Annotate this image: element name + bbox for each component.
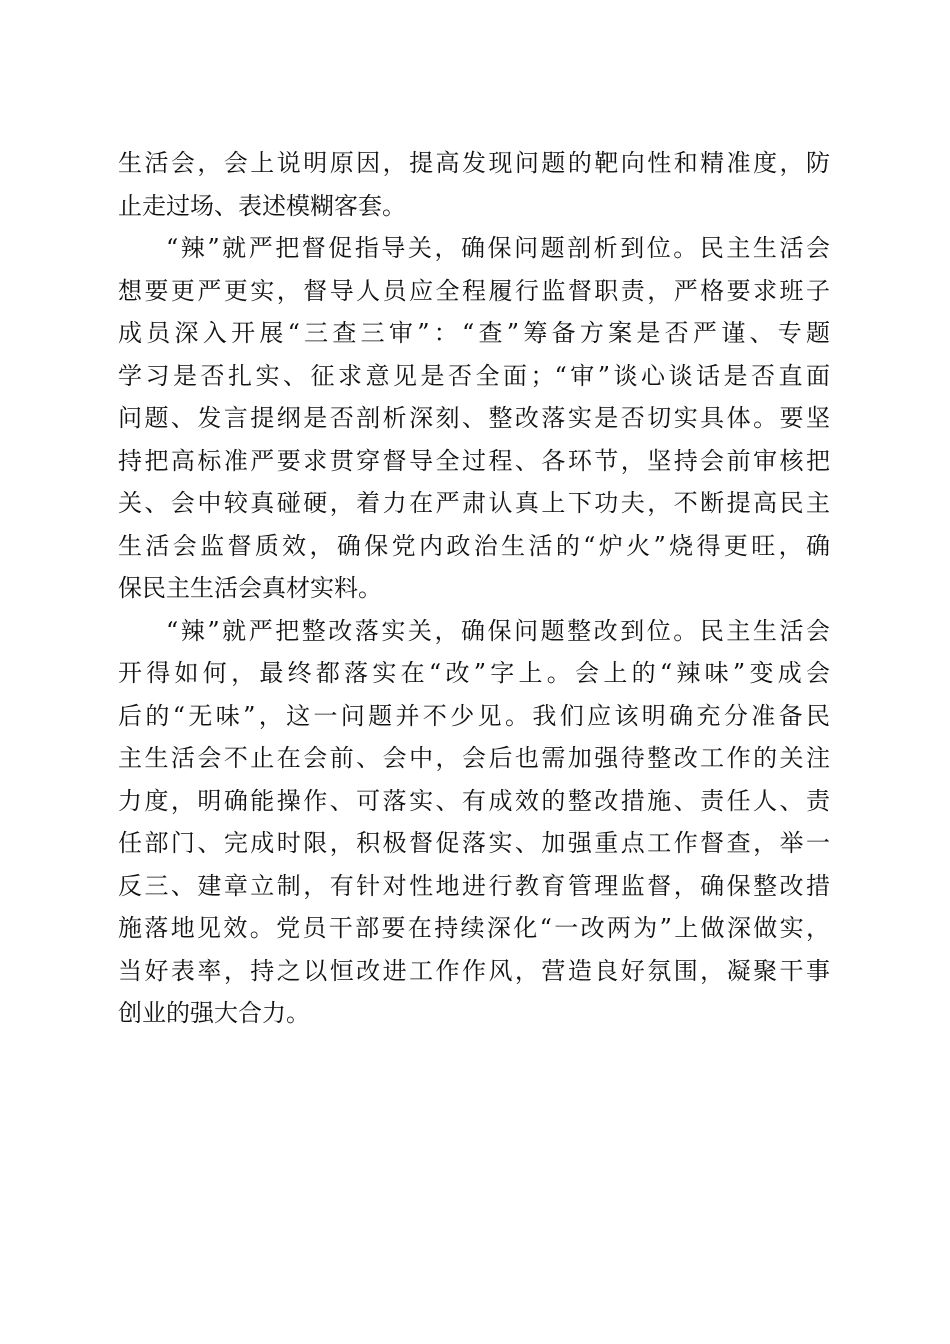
text-line: 想要更严更实，督导人员应全程履行监督职责，严格要求班子 <box>118 276 830 305</box>
text-line: 止走过场、表述模糊客套。 <box>118 191 406 220</box>
text-line: 问题、发言提纲是否剖析深刻、整改落实是否切实具体。要坚 <box>118 404 830 432</box>
text-line: 反三、建章立制，有针对性地进行教育管理监督，确保整改措 <box>118 871 830 900</box>
text-line: 力度，明确能操作、可落实、有成效的整改措施、责任人、责 <box>118 786 830 815</box>
text-line: 施落地见效。党员干部要在持续深化“一改两为”上做深做实， <box>118 914 830 942</box>
text-line: 开得如何，最终都落实在“改”字上。会上的“辣味”变成会 <box>118 659 830 687</box>
text-line: 创业的强大合力。 <box>118 999 310 1027</box>
text-line: 成员深入开展“三查三审”：“查”筹备方案是否严谨、专题 <box>118 319 830 347</box>
text-line: 当好表率，持之以恒改进工作作风，营造良好氛围，凝聚干事 <box>118 956 830 985</box>
text-line: “辣”就严把督促指导关，确保问题剖析到位。民主生活会 <box>166 234 830 262</box>
text-line: 保民主生活会真材实料。 <box>118 574 382 602</box>
text-line: 生活会，会上说明原因，提高发现问题的靶向性和精准度，防 <box>118 149 830 177</box>
text-line: 生活会监督质效，确保党内政治生活的“炉火”烧得更旺，确 <box>118 531 830 560</box>
paragraph <box>118 142 830 227</box>
document-body <box>118 142 830 1035</box>
paragraph <box>118 227 830 610</box>
text-line: 关、会中较真碰硬，着力在严肃认真上下功夫，不断提高民主 <box>118 489 830 517</box>
text-line: 持把高标准严要求贯穿督导全过程、各环节，坚持会前审核把 <box>118 446 830 475</box>
text-line: 学习是否扎实、征求意见是否全面；“审”谈心谈话是否直面 <box>118 361 830 390</box>
text-line: “辣”就严把整改落实关，确保问题整改到位。民主生活会 <box>166 616 830 645</box>
paragraph <box>118 610 830 1035</box>
text-line: 主生活会不止在会前、会中，会后也需加强待整改工作的关注 <box>118 744 830 772</box>
text-line: 后的“无味”，这一问题并不少见。我们应该明确充分准备民 <box>118 701 830 730</box>
text-line: 任部门、完成时限，积极督促落实、加强重点工作督查，举一 <box>118 829 830 857</box>
